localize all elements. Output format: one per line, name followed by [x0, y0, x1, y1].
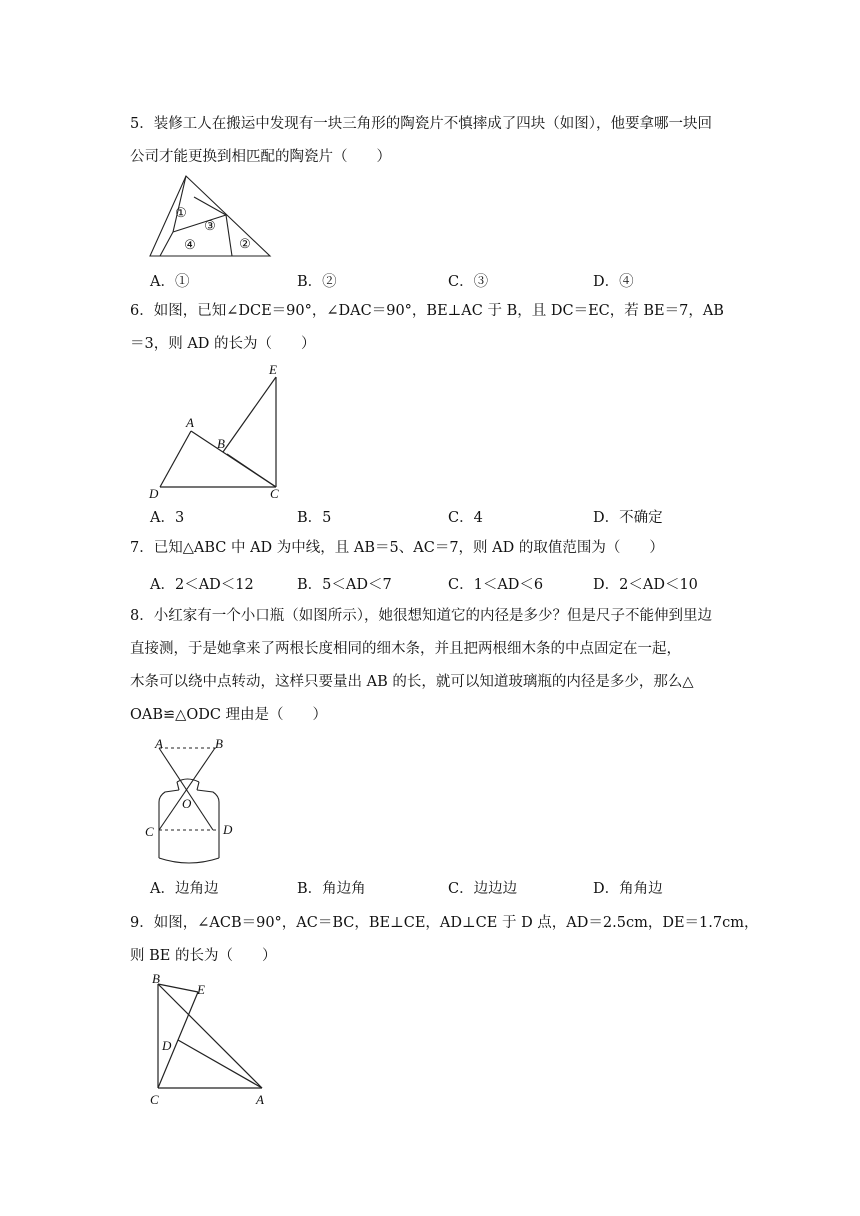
question-8: [130, 600, 730, 732]
piece-3-label: ③: [204, 218, 216, 233]
option-c[interactable]: C．③: [448, 274, 489, 290]
question-6-line-2: ＝3，则 AD 的长为（ ）: [130, 336, 316, 352]
point-e-label: E: [197, 982, 205, 997]
option-a[interactable]: A．3: [150, 510, 185, 526]
question-9-figure: [146, 970, 274, 1114]
piece-2-label: ②: [239, 236, 251, 251]
question-9-line-2: 则 BE 的长为（ ）: [130, 948, 277, 964]
question-7: [130, 532, 730, 565]
point-d-label: D: [149, 486, 159, 501]
question-9: [130, 907, 759, 973]
question-8-options: [150, 877, 750, 901]
question-8-line-2: 直接测，于是她拿来了两根长度相同的细木条，并且把两根细木条的中点固定在一起，: [130, 641, 681, 657]
question-6: [130, 295, 730, 361]
option-b[interactable]: B．角边角: [297, 881, 366, 897]
point-c-label: C: [150, 1092, 159, 1107]
option-d[interactable]: D．④: [593, 274, 634, 290]
question-9-line-1: 9．如图，∠ACB＝90°，AC＝BC，BE⊥CE，AD⊥CE 于 D 点，AD＝2.5cm，DE＝1.7cm，: [130, 915, 759, 931]
question-5-figure: [148, 172, 274, 264]
option-d[interactable]: D．角角边: [593, 881, 663, 897]
option-a[interactable]: A．①: [150, 274, 190, 290]
point-c-label: C: [270, 486, 279, 501]
point-d-label: D: [162, 1038, 172, 1053]
question-5-line-2: 公司才能更换到相匹配的陶瓷片（ ）: [130, 149, 391, 165]
question-5-options: [150, 270, 750, 294]
option-c[interactable]: C．4: [448, 510, 483, 526]
point-e-label: E: [269, 362, 277, 377]
option-c[interactable]: C．1＜AD＜6: [448, 577, 544, 593]
point-d-label: D: [223, 822, 233, 837]
option-a[interactable]: A．2＜AD＜12: [150, 577, 254, 593]
question-6-figure: [145, 360, 295, 506]
option-b[interactable]: B．5＜AD＜7: [297, 577, 392, 593]
question-6-line-1: 6．如图，已知∠DCE＝90°，∠DAC＝90°，BE⊥AC 于 B，且 DC＝EC，若 BE＝7，AB: [130, 303, 724, 319]
option-b[interactable]: B．5: [297, 510, 332, 526]
question-8-figure: [143, 736, 243, 872]
point-a-label: A: [155, 736, 163, 751]
point-a-label: A: [256, 1092, 264, 1107]
question-5: [130, 108, 730, 174]
option-a[interactable]: A．边角边: [150, 881, 219, 897]
point-b-label: B: [152, 971, 160, 986]
point-b-label: B: [215, 736, 223, 751]
question-5-line-1: 5．装修工人在搬运中发现有一块三角形的陶瓷片不慎摔成了四块（如图），他要拿哪一块回: [130, 116, 712, 132]
question-7-options: [150, 573, 750, 597]
option-d[interactable]: D．2＜AD＜10: [593, 577, 698, 593]
question-8-line-4: OAB≌△ODC 理由是（ ）: [130, 707, 328, 723]
option-c[interactable]: C．边边边: [448, 881, 518, 897]
point-o-label: O: [182, 796, 192, 811]
point-a-label: A: [186, 415, 194, 430]
option-b[interactable]: B．②: [297, 274, 337, 290]
piece-1-label: ①: [175, 205, 187, 220]
option-d[interactable]: D．不确定: [593, 510, 663, 526]
point-c-label: C: [145, 824, 154, 839]
question-8-line-3: 木条可以绕中点转动，这样只要量出 AB 的长，就可以知道玻璃瓶的内径是多少，那么△: [130, 674, 694, 690]
question-8-line-1: 8．小红家有一个小口瓶（如图所示），她很想知道它的内径是多少？但是尺子不能伸到里边: [130, 608, 712, 624]
question-6-options: [150, 506, 750, 530]
question-7-line-1: 7．已知△ABC 中 AD 为中线，且 AB＝5、AC＝7，则 AD 的取值范围为（ ）: [130, 540, 664, 556]
piece-4-label: ④: [184, 237, 196, 252]
point-b-label: B: [217, 436, 225, 451]
